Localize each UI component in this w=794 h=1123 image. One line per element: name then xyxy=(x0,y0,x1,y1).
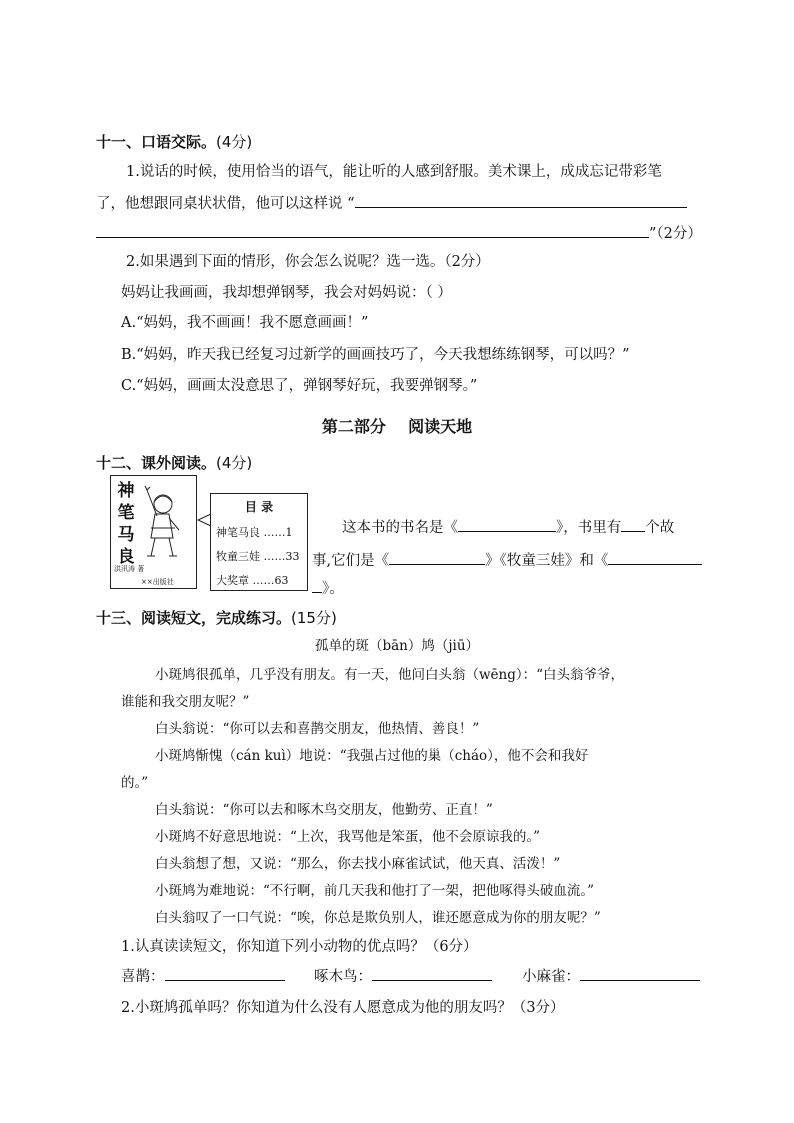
section-13-heading xyxy=(96,607,337,628)
q1-line3 xyxy=(96,222,702,243)
section-11-heading xyxy=(96,131,252,152)
story-3-blank-cont[interactable] xyxy=(312,578,322,593)
cover-author: 洪汛涛 著 xyxy=(114,565,145,573)
sec12-line1-b: 》，书里有 xyxy=(556,520,622,536)
sec12-line1 xyxy=(342,516,674,537)
story-count-blank[interactable] xyxy=(621,517,645,532)
story-title: 孤单的斑（bān）鸠（jiū） xyxy=(314,638,480,654)
cover-title: 神笔马良 xyxy=(117,481,135,567)
section-11-points: (4分) xyxy=(216,133,253,151)
fill-xiaomaque-label: 小麻雀： xyxy=(522,969,580,985)
sec12-line2 xyxy=(312,549,702,570)
fill-xique xyxy=(121,965,285,986)
sec13-q1: 1.认真读读短文，你知道下列小动物的优点吗？（6分） xyxy=(121,939,478,955)
story-paragraph: 小斑鸠不好意思地说：“上次，我骂他是笨蛋，他不会原谅我的。” xyxy=(155,829,541,845)
toc-row: 牧童三娃 ……33 xyxy=(216,550,300,563)
toc-row: 大奖章 ……63 xyxy=(216,574,289,587)
story-paragraph: 谁能和我交朋友呢？” xyxy=(121,694,250,710)
fill-xiaomaque xyxy=(522,965,700,986)
story-paragraph: 白头翁说：“你可以去和啄木鸟交朋友，他勤劳、正直！” xyxy=(155,802,493,818)
q2-prompt: 妈妈让我画画，我却想弹钢琴，我会对妈妈说：（ ） xyxy=(121,285,452,301)
section-13-points: (15分) xyxy=(291,609,337,627)
story-paragraph: 小斑鸠惭愧（cán kuì）地说：“我强占过他的巢（cháo），他不会和我好 xyxy=(155,748,589,764)
story-paragraph: 小斑鸠很孤单，几乎没有朋友。有一天，他问白头翁（wēng）：“白头翁爷爷， xyxy=(155,667,625,683)
q1-end: ”（2分） xyxy=(649,226,702,242)
sec12-line3-end: 》。 xyxy=(322,581,344,597)
story-paragraph: 白头翁叹了一口气说：“唉，你总是欺负别人，谁还愿意成为你的朋友呢？” xyxy=(155,910,601,926)
section-12-points: (4分) xyxy=(216,454,253,472)
section-13-title: 十三、阅读短文，完成练习。 xyxy=(96,609,292,627)
sec13-q2: 2.小斑鸠孤单吗？你知道为什么没有人愿意成为他的朋友吗？（3分） xyxy=(121,1000,565,1016)
option-c: C.“妈妈，画画太没意思了，弹钢琴好玩，我要弹钢琴。” xyxy=(121,378,478,394)
story-paragraph: 白头翁说：“你可以去和喜鹊交朋友，他热情、善良！” xyxy=(155,721,480,737)
fill-xique-label: 喜鹊： xyxy=(121,969,165,985)
story-3-blank[interactable] xyxy=(608,550,702,565)
option-b: B.“妈妈，昨天我已经复习过新学的画画技巧了，今天我想练练钢琴，可以吗？” xyxy=(121,347,630,363)
xique-answer-blank[interactable] xyxy=(165,966,285,981)
zhuomuniao-answer-blank[interactable] xyxy=(372,966,492,981)
option-a: A.“妈妈，我不画画！我不愿意画画！” xyxy=(121,315,369,331)
q1-line2 xyxy=(96,192,687,213)
cover-publisher: ××出版社 xyxy=(141,578,174,586)
story-1-blank[interactable] xyxy=(389,550,485,565)
sec12-line3 xyxy=(312,577,344,598)
toc-heading: 目 录 xyxy=(244,500,274,514)
section-12-heading xyxy=(96,452,252,473)
q1-answer-blank-1[interactable] xyxy=(355,193,687,208)
q2-title: 2.如果遇到下面的情形，你会怎么说呢？选一选。（2分） xyxy=(126,254,490,270)
toc-row: 神笔马良 ……1 xyxy=(216,526,293,539)
book-cover-image xyxy=(110,475,197,589)
sec12-line1-c: 个故 xyxy=(645,520,675,536)
book-title-blank[interactable] xyxy=(458,517,556,532)
q1-line1: 1.说话的时候，使用恰当的语气，能让听的人感到舒服。美术课上，成成忘记带彩笔 xyxy=(126,164,662,180)
story-paragraph: 白头翁想了想，又说：“那么，你去找小麻雀试试，他天真、活泼！” xyxy=(155,856,561,872)
part-2-heading: 第二部分 阅读天地 xyxy=(321,417,473,436)
table-of-contents xyxy=(210,493,308,591)
section-11-title: 十一、口语交际。 xyxy=(96,133,217,151)
fill-zhuomuniao xyxy=(314,965,492,986)
sec12-line2-b: 》《牧童三娃》和《 xyxy=(485,553,609,569)
section-12-title: 十二、课外阅读。 xyxy=(96,454,217,472)
sec12-line2-a: 事,它们是《 xyxy=(312,553,390,569)
q1-answer-blank-2[interactable] xyxy=(96,223,649,238)
sec12-line1-a: 这本书的书名是《 xyxy=(342,520,458,536)
xiaomaque-answer-blank[interactable] xyxy=(580,966,700,981)
q1-line2-text: 了，他想跟同桌状状借，他可以这样说 “ xyxy=(96,196,355,212)
fill-zhuomuniao-label: 啄木鸟： xyxy=(314,969,372,985)
story-paragraph: 小斑鸠为难地说：“不行啊，前几天我和他打了一架，把他啄得头破血流。” xyxy=(155,883,595,899)
story-paragraph: 的。” xyxy=(121,775,149,791)
